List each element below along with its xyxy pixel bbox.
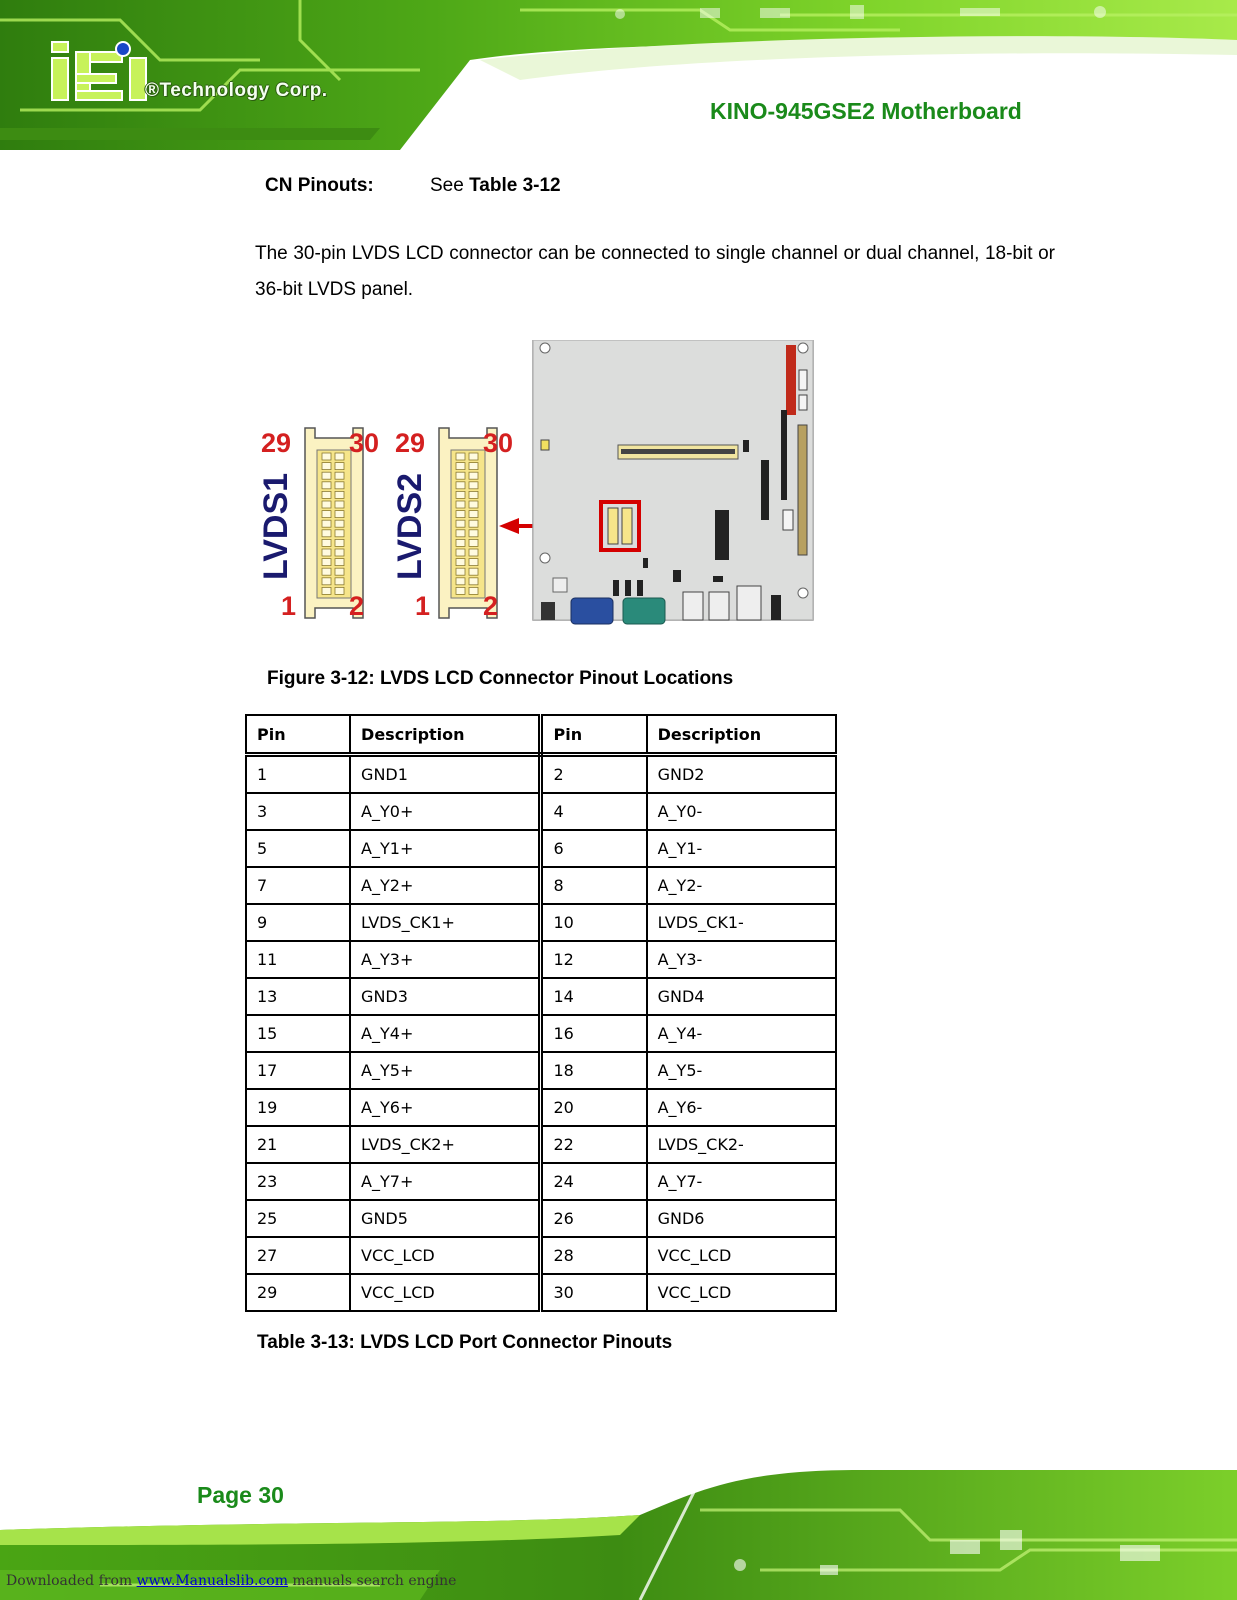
cn-pinouts-label: CN Pinouts: — [265, 175, 374, 196]
lvds1-label: LVDS1 — [257, 472, 295, 580]
table-row — [246, 1126, 836, 1163]
pin-cell: 29 — [246, 1274, 350, 1311]
description-cell: GND6 — [647, 1200, 836, 1237]
table-reference-link[interactable]: Table 3-12 — [469, 175, 561, 196]
connector-pin — [335, 539, 344, 546]
description-cell: A_Y2+ — [350, 867, 541, 904]
connector-pin — [456, 520, 465, 527]
connector-pin — [322, 463, 331, 470]
connector-pin — [456, 530, 465, 537]
connector-pin — [322, 539, 331, 546]
header-pin-1: Pin — [246, 715, 350, 755]
description-cell: LVDS_CK2- — [647, 1126, 836, 1163]
cn-pinouts-line — [265, 175, 561, 197]
description-cell: VCC_LCD — [647, 1237, 836, 1274]
connector-pin — [469, 511, 478, 518]
motherboard-image — [533, 340, 813, 624]
description-cell: A_Y0+ — [350, 793, 541, 830]
description-cell: A_Y5+ — [350, 1052, 541, 1089]
description-cell: GND5 — [350, 1200, 541, 1237]
connector-pin — [469, 587, 478, 594]
header-description-1: Description — [350, 715, 541, 755]
description-cell: A_Y6+ — [350, 1089, 541, 1126]
table-row — [246, 941, 836, 978]
connector-pin — [322, 568, 331, 575]
connector-pin — [335, 587, 344, 594]
table-row — [246, 1200, 836, 1237]
header-pin-2: Pin — [541, 715, 647, 755]
lvds2-pin-2: 2 — [483, 591, 499, 621]
table-row — [246, 1274, 836, 1311]
pin-cell: 6 — [541, 830, 647, 867]
connector-pin — [322, 453, 331, 460]
connector-pin — [335, 520, 344, 527]
description-cell: GND2 — [647, 755, 836, 794]
connector-pin — [456, 587, 465, 594]
connector-pin — [335, 530, 344, 537]
connector-pin — [469, 491, 478, 498]
connector-pin — [335, 453, 344, 460]
connector-pin — [456, 578, 465, 585]
figure-caption: Figure 3-12: LVDS LCD Connector Pinout Locations — [267, 668, 734, 689]
pin-cell: 9 — [246, 904, 350, 941]
pin-cell: 7 — [246, 867, 350, 904]
connector-pin — [322, 520, 331, 527]
connector-pin — [322, 549, 331, 556]
description-cell: A_Y3- — [647, 941, 836, 978]
connector-pin — [335, 482, 344, 489]
page-number: Page 30 — [197, 1482, 284, 1508]
connector-pin — [322, 530, 331, 537]
pin-cell: 11 — [246, 941, 350, 978]
description-cell: A_Y3+ — [350, 941, 541, 978]
connector-pin — [469, 482, 478, 489]
connector-pin — [322, 472, 331, 479]
table-body — [246, 755, 836, 1312]
pin-cell: 30 — [541, 1274, 647, 1311]
pin-cell: 20 — [541, 1089, 647, 1126]
pin-cell: 22 — [541, 1126, 647, 1163]
table-row — [246, 793, 836, 830]
pin-cell: 21 — [246, 1126, 350, 1163]
table-row — [246, 1015, 836, 1052]
connector-pin — [456, 453, 465, 460]
pin-cell: 27 — [246, 1237, 350, 1274]
connector-pin — [469, 501, 478, 508]
pin-cell: 10 — [541, 904, 647, 941]
description-cell: LVDS_CK1- — [647, 904, 836, 941]
pin-cell: 15 — [246, 1015, 350, 1052]
page-header-title: KINO-945GSE2 Motherboard — [710, 98, 1022, 124]
connector-pin — [335, 568, 344, 575]
connector-pin — [322, 587, 331, 594]
pin-cell: 13 — [246, 978, 350, 1015]
description-cell: A_Y7- — [647, 1163, 836, 1200]
description-cell: VCC_LCD — [350, 1274, 541, 1311]
logo-text: ®Technology Corp. — [145, 80, 328, 101]
connector-pin — [335, 511, 344, 518]
connector-pin — [322, 578, 331, 585]
table-row — [246, 1089, 836, 1126]
description-cell: GND3 — [350, 978, 541, 1015]
table-row — [246, 830, 836, 867]
connector-pin — [456, 568, 465, 575]
table-caption: Table 3-13: LVDS LCD Port Connector Pinouts — [257, 1332, 673, 1353]
description-cell: GND1 — [350, 755, 541, 794]
connector-pin — [335, 549, 344, 556]
connector-pin — [335, 463, 344, 470]
connector-pin — [322, 482, 331, 489]
pin-cell: 12 — [541, 941, 647, 978]
cn-pinouts-reference — [430, 175, 561, 197]
lvds1-pin-29: 29 — [261, 428, 292, 458]
pin-cell: 5 — [246, 830, 350, 867]
pin-cell: 17 — [246, 1052, 350, 1089]
lvds2-pin-30: 30 — [483, 428, 514, 458]
description-cell: A_Y1- — [647, 830, 836, 867]
connector-pin — [469, 559, 478, 566]
header-description-2: Description — [647, 715, 836, 755]
lvds1-pin-30: 30 — [349, 428, 380, 458]
table-row — [246, 755, 836, 794]
connector-pin — [322, 501, 331, 508]
connector-pin — [335, 491, 344, 498]
description-cell: VCC_LCD — [647, 1274, 836, 1311]
table-row — [246, 867, 836, 904]
connector-pin — [469, 568, 478, 575]
connector-pin — [456, 549, 465, 556]
pin-cell: 4 — [541, 793, 647, 830]
connector-pin — [469, 530, 478, 537]
connector-pin — [469, 520, 478, 527]
connector-pin — [469, 463, 478, 470]
connector-pin — [335, 559, 344, 566]
table-row — [246, 1237, 836, 1274]
connector-pin — [456, 491, 465, 498]
manualslib-link[interactable]: www.Manualslib.com — [136, 1573, 288, 1589]
pin-cell: 8 — [541, 867, 647, 904]
table-row — [246, 978, 836, 1015]
connector-pin — [322, 559, 331, 566]
connector-pin — [456, 501, 465, 508]
description-cell: A_Y5- — [647, 1052, 836, 1089]
connector-pin — [456, 482, 465, 489]
pin-cell: 1 — [246, 755, 350, 794]
lvds-pinout-table — [245, 714, 837, 1312]
description-cell: A_Y4+ — [350, 1015, 541, 1052]
description-cell: A_Y1+ — [350, 830, 541, 867]
download-suffix: manuals search engine — [287, 1573, 457, 1589]
pin-cell: 28 — [541, 1237, 647, 1274]
connector-pin — [335, 578, 344, 585]
connector-pin — [456, 463, 465, 470]
pin-cell: 3 — [246, 793, 350, 830]
connector-pin — [469, 539, 478, 546]
connector-pin — [322, 491, 331, 498]
cn-see-text: See — [430, 175, 470, 196]
pin-cell: 14 — [541, 978, 647, 1015]
description-cell: A_Y0- — [647, 793, 836, 830]
pin-cell: 26 — [541, 1200, 647, 1237]
pin-cell: 16 — [541, 1015, 647, 1052]
connector-pin — [456, 539, 465, 546]
connector-pin — [456, 559, 465, 566]
lvds2-pin-1: 1 — [415, 591, 431, 621]
download-prefix: Downloaded from — [6, 1573, 137, 1589]
connector-pin — [335, 472, 344, 479]
pin-cell: 25 — [246, 1200, 350, 1237]
description-cell: A_Y4- — [647, 1015, 836, 1052]
connector-pin — [469, 578, 478, 585]
description-cell: A_Y6- — [647, 1089, 836, 1126]
connector-pin — [469, 453, 478, 460]
lvds1-pin-2: 2 — [349, 591, 365, 621]
table-row — [246, 1163, 836, 1200]
intro-paragraph: The 30-pin LVDS LCD connector can be connected to single channel or dual channel, 18-bit or 36-bit LVDS panel. — [255, 243, 1055, 300]
lvds1-pin-1: 1 — [281, 591, 297, 621]
lvds2-pin-29: 29 — [395, 428, 426, 458]
description-cell: A_Y7+ — [350, 1163, 541, 1200]
connector-pin — [456, 472, 465, 479]
download-note — [6, 1573, 456, 1589]
connector-pin — [456, 511, 465, 518]
pin-cell: 18 — [541, 1052, 647, 1089]
description-cell: GND4 — [647, 978, 836, 1015]
description-cell: A_Y2- — [647, 867, 836, 904]
pin-cell: 24 — [541, 1163, 647, 1200]
connector-pin — [469, 549, 478, 556]
pin-cell: 2 — [541, 755, 647, 794]
connector-pin — [335, 501, 344, 508]
lvds-connector-figure — [255, 340, 835, 640]
table-row — [246, 1052, 836, 1089]
table-row — [246, 904, 836, 941]
pin-cell: 19 — [246, 1089, 350, 1126]
lvds2-label: LVDS2 — [391, 472, 429, 580]
description-cell: VCC_LCD — [350, 1237, 541, 1274]
description-cell: LVDS_CK2+ — [350, 1126, 541, 1163]
table-header-row — [246, 715, 836, 755]
connector-pin — [469, 472, 478, 479]
connector-pin — [322, 511, 331, 518]
description-cell: LVDS_CK1+ — [350, 904, 541, 941]
pin-cell: 23 — [246, 1163, 350, 1200]
